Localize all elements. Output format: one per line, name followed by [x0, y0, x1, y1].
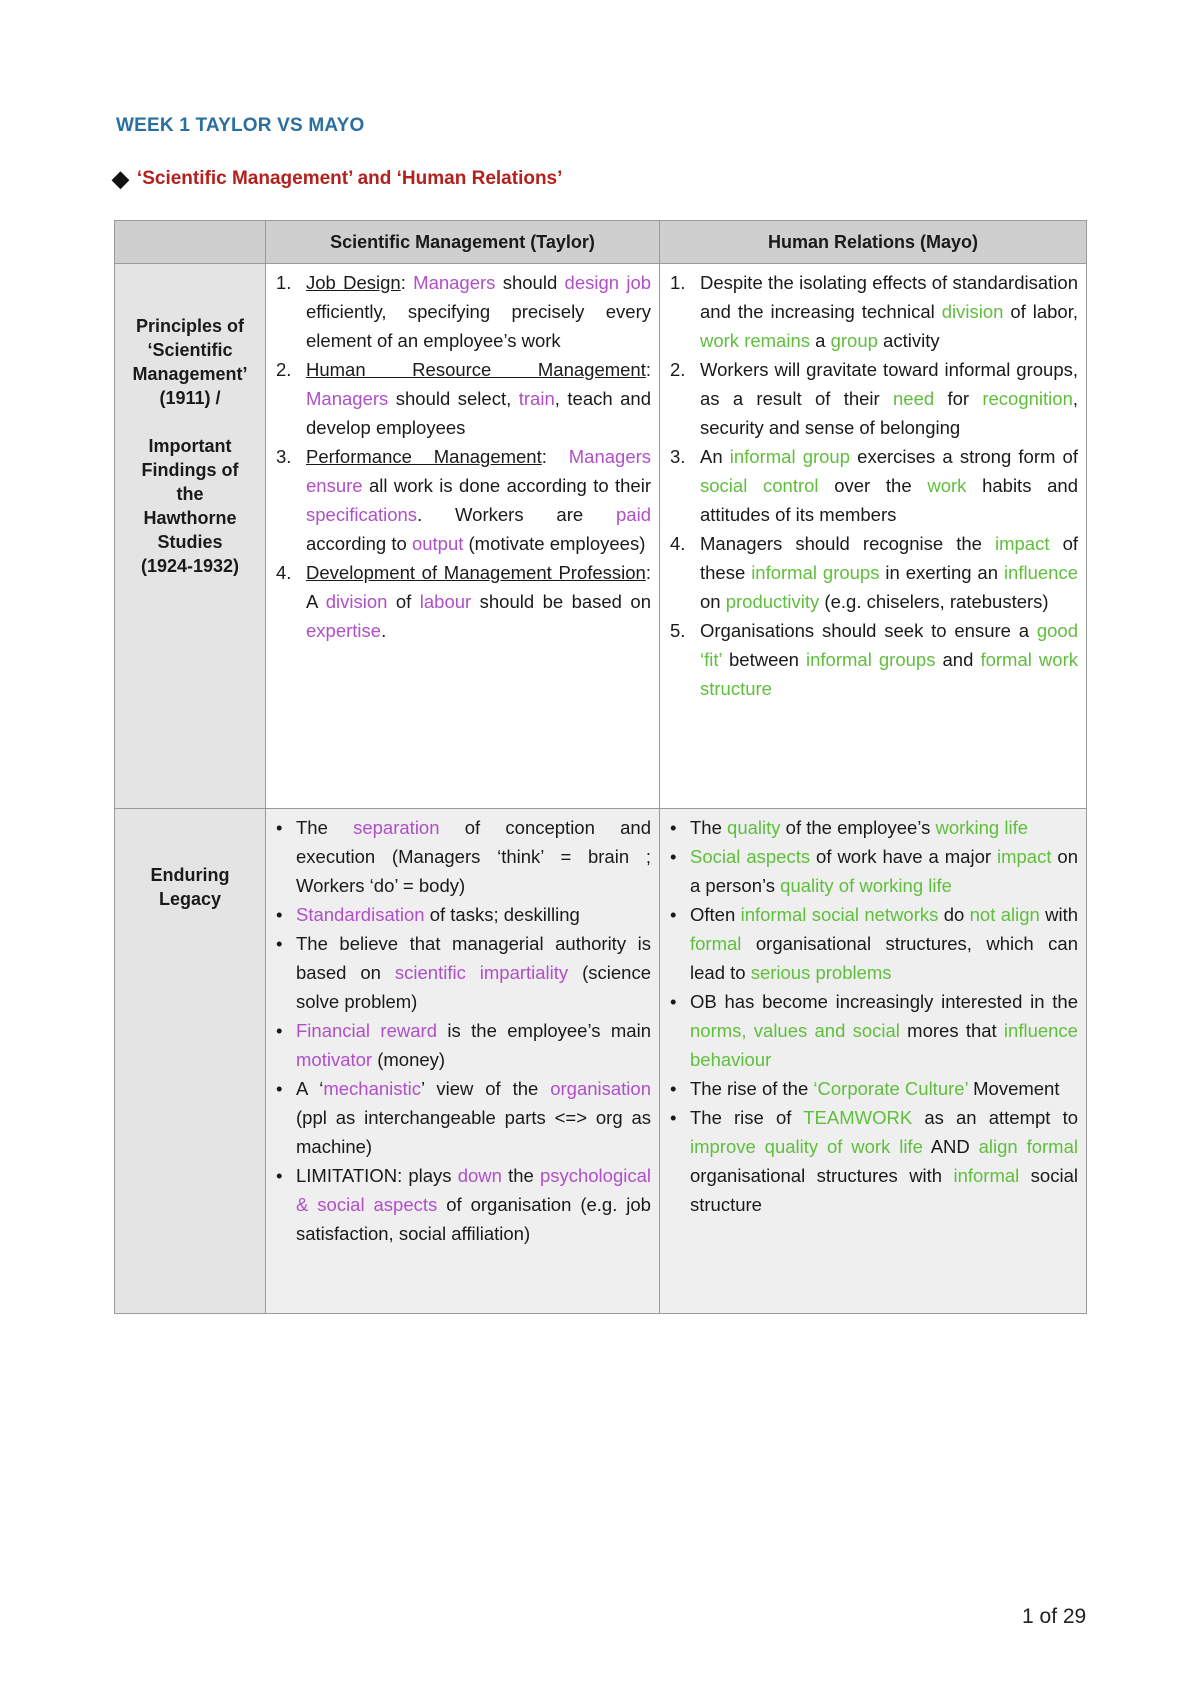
item-text: The: [296, 817, 354, 838]
row-header-legacy: [115, 809, 266, 1314]
item-text: of: [387, 591, 420, 612]
row-header-line: Important: [148, 436, 232, 456]
highlight-green: group: [830, 330, 878, 351]
highlight-purple: Managers ensure: [306, 446, 652, 496]
row-header-line: ‘Scientific: [147, 340, 233, 360]
bullet-icon: •: [670, 846, 677, 867]
list-item: [272, 1161, 651, 1248]
taylor-principles-list: [272, 268, 651, 645]
item-term: Job Design: [306, 272, 401, 293]
list-item: [666, 616, 1078, 703]
item-number: 3.: [670, 446, 686, 467]
list-item: [666, 1103, 1078, 1219]
item-text: Despite the isolating effects of standardisation and the increasing technical: [700, 272, 1078, 322]
item-text: (money): [372, 1049, 446, 1070]
highlight-green: productivity: [725, 591, 820, 612]
bullet-icon: •: [670, 904, 677, 925]
taylor-principles-cell: [266, 264, 660, 809]
bullet-icon: •: [276, 933, 283, 954]
highlight-purple: motivator: [296, 1049, 373, 1070]
item-text: efficiently, specifying precisely every element of an employee’s work: [306, 301, 651, 351]
highlight-green: TEAMWORK: [803, 1107, 913, 1128]
highlight-purple: labour: [419, 591, 472, 612]
item-text: . Workers are: [417, 504, 617, 525]
highlight-purple: expertise: [306, 620, 382, 641]
item-text: An: [700, 446, 730, 467]
item-text: Workers will gravitate toward informal groups, as a result of their: [700, 359, 1078, 409]
highlight-green: quality of working life: [780, 875, 952, 896]
highlight-green: align formal: [978, 1136, 1078, 1157]
item-text: of tasks; deskilling: [424, 904, 580, 925]
diamond-bullet-icon: ◆: [112, 166, 129, 191]
item-number: 2.: [670, 359, 686, 380]
item-text: The: [690, 817, 728, 838]
item-text: mores that: [899, 1020, 1004, 1041]
item-text: activity: [877, 330, 940, 351]
item-number: 1.: [670, 272, 686, 293]
list-item: [666, 842, 1078, 900]
list-item: [666, 268, 1078, 355]
list-item: [666, 987, 1078, 1074]
row-header-line: (1924-1932): [140, 556, 240, 576]
row-header-line: Principles of: [135, 316, 245, 336]
item-text: between: [721, 649, 807, 670]
highlight-green: quality: [727, 817, 781, 838]
item-number: 4.: [670, 533, 686, 554]
row-header-line: Enduring: [150, 865, 230, 885]
highlight-purple: organisation: [550, 1078, 651, 1099]
list-item: [272, 1016, 651, 1074]
item-term: Development of Management Profession: [306, 562, 646, 583]
list-item: [272, 1074, 651, 1161]
item-text: of the employee’s: [780, 817, 936, 838]
row-header-line: the: [176, 484, 204, 504]
item-text: should select,: [388, 388, 519, 409]
list-item: [272, 813, 651, 900]
item-text: LIMITATION: plays: [296, 1165, 458, 1186]
item-text: Movement: [967, 1078, 1060, 1099]
list-item: [272, 929, 651, 1016]
item-text: with: [1039, 904, 1079, 925]
item-text: should: [495, 272, 565, 293]
item-text: :: [541, 446, 569, 467]
table-row-legacy: [115, 809, 1087, 1314]
bullet-icon: •: [276, 904, 283, 925]
item-text: social structure: [690, 1165, 1078, 1215]
item-text: of work have a major: [810, 846, 997, 867]
highlight-purple: division: [325, 591, 388, 612]
item-text: is the employee’s main: [436, 1020, 651, 1041]
table-header-empty: [115, 221, 266, 264]
row-header-line: Hawthorne: [143, 508, 237, 528]
list-item: [666, 355, 1078, 442]
item-text: over the: [818, 475, 928, 496]
table-header-mayo: Human Relations (Mayo): [660, 221, 1087, 264]
item-text: on: [700, 591, 726, 612]
row-header-line: Studies: [157, 532, 223, 552]
item-text: (e.g. chiselers, ratebusters): [819, 591, 1049, 612]
highlight-purple: Managers: [306, 388, 389, 409]
highlight-green: formal: [690, 933, 742, 954]
highlight-purple: Standardisation: [296, 904, 425, 925]
item-text: of conception and execution (Managers ‘think’ = brain ; Workers ‘do’ = body): [296, 817, 651, 896]
highlight-green: recognition: [982, 388, 1073, 409]
item-text: of labor,: [1003, 301, 1079, 322]
item-text: a: [810, 330, 831, 351]
section-heading-text: ‘Scientific Management’ and ‘Human Relations’: [136, 168, 563, 189]
bullet-icon: •: [276, 1165, 283, 1186]
highlight-green: serious problems: [750, 962, 892, 983]
bullet-icon: •: [670, 1107, 677, 1128]
list-item: [272, 355, 651, 442]
bullet-icon: •: [276, 1020, 283, 1041]
row-header-line: (1911) /: [159, 388, 221, 408]
highlight-green: influence: [1003, 562, 1078, 583]
highlight-purple: psychological & social aspects: [296, 1165, 652, 1215]
item-text: according to: [306, 533, 412, 554]
bullet-icon: •: [276, 1078, 283, 1099]
item-text: habits and attitudes of its members: [700, 475, 1079, 525]
item-text: organisational structures, which can lead to: [690, 933, 1078, 983]
item-text: Organisations should seek to ensure a: [700, 620, 1037, 641]
list-item: [272, 442, 651, 558]
highlight-purple: paid: [616, 504, 651, 525]
item-text: all work is done according to their: [362, 475, 651, 496]
highlight-green: social control: [700, 475, 819, 496]
section-heading: [112, 168, 562, 190]
highlight-purple: output: [411, 533, 464, 554]
item-number: 3.: [276, 446, 292, 467]
taylor-legacy-cell: [266, 809, 660, 1314]
item-term: Performance Management: [306, 446, 542, 467]
highlight-green: good ‘fit’: [700, 620, 1078, 670]
highlight-green: impact: [996, 846, 1052, 867]
highlight-green: Social aspects: [690, 846, 811, 867]
item-text: in exerting an: [879, 562, 1004, 583]
item-text: OB has become increasingly interested in the: [690, 991, 1078, 1012]
item-text: of organisation (e.g. job satisfaction, social affiliation): [296, 1194, 651, 1244]
item-text: A ‘: [296, 1078, 324, 1099]
item-text: The believe that managerial authority is based on: [296, 933, 651, 983]
highlight-green: informal group: [729, 446, 851, 467]
item-text: The rise of the: [690, 1078, 814, 1099]
highlight-green: impact: [995, 533, 1050, 554]
highlight-purple: design job: [564, 272, 652, 293]
item-text: organisational structures with: [690, 1165, 954, 1186]
highlight-green: improve quality of work life: [690, 1136, 923, 1157]
highlight-purple: down: [457, 1165, 502, 1186]
item-text: :: [645, 359, 651, 380]
list-item: [272, 900, 651, 929]
item-number: 2.: [276, 359, 292, 380]
highlight-green: need: [893, 388, 935, 409]
item-text: (ppl as interchangeable parts <=> org as machine): [296, 1107, 651, 1157]
item-text: , teach and develop employees: [306, 388, 652, 438]
highlight-purple: Managers: [413, 272, 496, 293]
item-text: (science solve problem): [296, 962, 651, 1012]
item-text: , security and sense of belonging: [700, 388, 1079, 438]
highlight-purple: separation: [353, 817, 440, 838]
highlight-green: work: [927, 475, 967, 496]
list-item: [272, 558, 651, 645]
item-number: 1.: [276, 272, 292, 293]
bullet-icon: •: [276, 817, 283, 838]
table-header-taylor: Scientific Management (Taylor): [266, 221, 660, 264]
item-text: as an attempt to: [912, 1107, 1078, 1128]
highlight-purple: mechanistic: [323, 1078, 422, 1099]
item-text: (motivate employees): [463, 533, 646, 554]
table-row-principles: [115, 264, 1087, 809]
item-text: do: [938, 904, 970, 925]
mayo-findings-cell: [660, 264, 1087, 809]
list-item: [666, 813, 1078, 842]
item-text: : A: [306, 562, 651, 612]
highlight-green: informal groups: [806, 649, 936, 670]
item-text: for: [934, 388, 983, 409]
mayo-legacy-list: [666, 813, 1078, 1219]
highlight-green: informal social networks: [740, 904, 939, 925]
row-header-line: Legacy: [158, 889, 222, 909]
highlight-green: informal: [953, 1165, 1020, 1186]
highlight-green: norms, values and social: [690, 1020, 900, 1041]
item-text: Often: [690, 904, 741, 925]
highlight-purple: train: [518, 388, 555, 409]
item-text: The rise of: [690, 1107, 804, 1128]
highlight-green: working life: [935, 817, 1029, 838]
highlight-green: informal groups: [751, 562, 880, 583]
row-header-line: Findings of: [141, 460, 239, 480]
item-number: 4.: [276, 562, 292, 583]
item-text: on a person’s: [690, 846, 1078, 896]
document-title: WEEK 1 TAYLOR VS MAYO: [116, 115, 365, 136]
bullet-icon: •: [670, 991, 677, 1012]
list-item: [666, 1074, 1078, 1103]
highlight-purple: specifications: [306, 504, 418, 525]
mayo-findings-list: [666, 268, 1078, 703]
item-number: 5.: [670, 620, 686, 641]
table-header-row: [115, 221, 1087, 264]
taylor-legacy-list: [272, 813, 651, 1248]
item-text: of these: [700, 533, 1078, 583]
item-term: Human Resource Management: [306, 359, 646, 380]
highlight-green: ‘Corporate Culture’: [813, 1078, 968, 1099]
item-text: ’ view of the: [421, 1078, 551, 1099]
item-text: :: [400, 272, 414, 293]
highlight-purple: scientific impartiality: [394, 962, 569, 983]
item-text: the: [501, 1165, 540, 1186]
list-item: [272, 268, 651, 355]
highlight-green: influence behaviour: [690, 1020, 1078, 1070]
row-header-principles: [115, 264, 266, 809]
list-item: [666, 442, 1078, 529]
highlight-green: formal work structure: [700, 649, 1078, 699]
mayo-legacy-cell: [660, 809, 1087, 1314]
list-item: [666, 900, 1078, 987]
item-text: .: [381, 620, 387, 641]
bullet-icon: •: [670, 817, 677, 838]
highlight-green: not align: [969, 904, 1040, 925]
row-header-line: Management’: [132, 364, 248, 384]
list-item: [666, 529, 1078, 616]
item-text: Managers should recognise the: [700, 533, 995, 554]
item-text: should be based on: [471, 591, 651, 612]
item-text: AND: [922, 1136, 979, 1157]
comparison-table: [114, 220, 1087, 1314]
item-text: exercises a strong form of: [850, 446, 1078, 467]
highlight-green: work remains: [700, 330, 810, 351]
page-number: 1 of 29: [1022, 1605, 1087, 1628]
item-text: and: [935, 649, 981, 670]
highlight-green: division: [941, 301, 1004, 322]
highlight-purple: Financial reward: [296, 1020, 437, 1041]
bullet-icon: •: [670, 1078, 677, 1099]
